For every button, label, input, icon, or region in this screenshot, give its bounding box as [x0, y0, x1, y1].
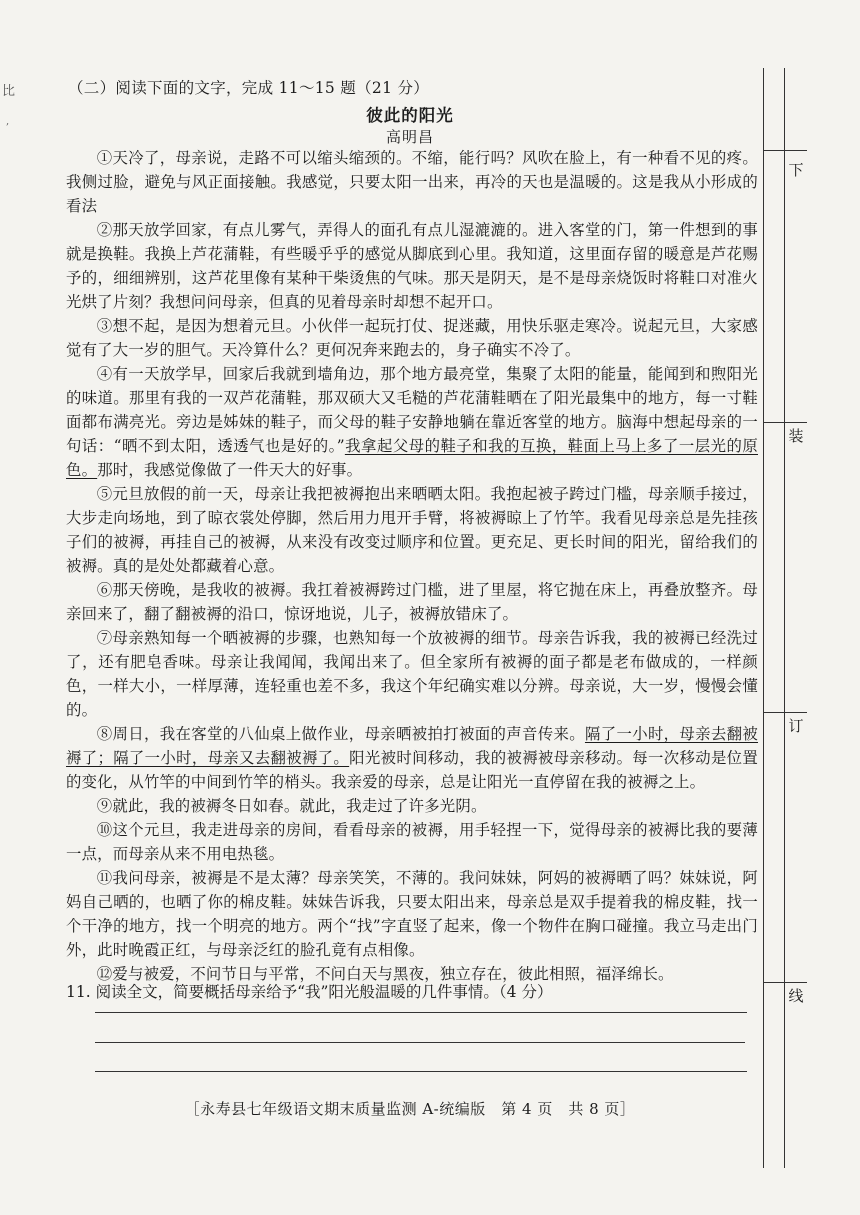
- paragraph-10: [66, 818, 758, 866]
- paragraph-text: ①天冷了，母亲说，走路不可以缩头缩颈的。不缩，能行吗？风吹在脸上，有一种看不见的疼。我侧过脸，避免与风正面接触。我感觉，只要太阳一出来，再冷的天也是温暖的。这是我从小形成的看法: [66, 149, 758, 215]
- paragraph-text: 阳光被时间移动，我的被褥被母亲移动。每一次移动是位置的变化，从竹竿的中间到竹竿的梢头。我亲爱的母亲，总是让阳光一直停留在我的被褥之上。: [66, 749, 759, 791]
- paragraph-text: ⑨就此，我的被褥冬日如春。就此，我走过了许多光阴。: [96, 797, 487, 815]
- paragraph-text: ⑦母亲熟知每一个晒被褥的步骤，也熟知每一个放被褥的细节。母亲告诉我，我的被褥已经洗过了，还有肥皂香味。母亲让我闻闻，我闻出来了。但全家所有被褥的面子都是老布做成的，一样颜色，一样大小，一样厚薄，连轻重也差不多，我这个年纪确实难以分辨。母亲说，大一岁，慢慢会懂的。: [66, 629, 758, 719]
- binding-char-xian: 线: [786, 986, 806, 1006]
- answer-line-1[interactable]: [95, 1012, 747, 1013]
- article-title: 彼此的阳光: [366, 106, 454, 125]
- paragraph-9: [66, 794, 758, 818]
- paragraph-text: ⑤元旦放假的前一天，母亲让我把被褥抱出来晒晒太阳。我抱起被子跨过门槛，母亲顺手接过，大步走向场地，到了晾衣裳处停脚，然后用力甩开手臂，将被褥晾上了竹竿。我看见母亲总是先挂孩子们的被褥，再挂自己的被褥，从来没有改变过顺序和位置。更充足、更长时间的阳光，留给我们的被褥。真的是处处都藏着心意。: [66, 485, 758, 575]
- paragraph-5: [66, 482, 758, 578]
- paragraph-8: [66, 722, 758, 794]
- binding-line-outer: [763, 68, 764, 1168]
- binding-char-xia: 下: [786, 160, 806, 180]
- answer-line-2[interactable]: [95, 1042, 745, 1043]
- article-author: 高明昌: [385, 128, 434, 146]
- section-heading: （二）阅读下面的文字，完成 11～15 题（21 分）: [68, 79, 430, 97]
- answer-line-3[interactable]: [95, 1071, 747, 1072]
- paragraph-7: [66, 626, 758, 722]
- binding-tick: [763, 422, 807, 423]
- binding-tick: [763, 712, 807, 713]
- underlined-sentence: 我拿起父母的鞋子和我的互换，鞋面上马上多了一层光的原色。: [66, 437, 758, 479]
- binding-tick: [763, 150, 807, 151]
- paragraph-6: [66, 578, 758, 626]
- binding-line-inner: [784, 68, 785, 1168]
- binding-char-ding: 订: [786, 716, 806, 736]
- paragraph-text: ②那天放学回家，有点儿雾气，弄得人的面孔有点儿湿漉漉的。进入客堂的门，第一件想到的事就是换鞋。我换上芦花蒲鞋，有些暖乎乎的感觉从脚底到心里。我知道，这里面存留的暖意是芦花赐予的，细细辨别，这芦花里像有某种干柴烫焦的气味。那天是阴天，是不是母亲烧饭时将鞋口对准火光烘了片刻？我想问问母亲，但真的见着母亲时却想不起开口。: [66, 221, 758, 311]
- paragraph-11: [66, 866, 758, 962]
- paragraph-1: [66, 146, 758, 218]
- binding-tick: [763, 982, 807, 983]
- paragraph-3: [66, 314, 758, 362]
- edge-dot: ,: [6, 116, 10, 127]
- underlined-sentence: 隔了一小时，母亲去翻被褥了；隔了一小时，母亲又去翻被褥了。: [66, 725, 759, 767]
- paragraph-2: [66, 218, 758, 314]
- paragraph-text: ⑫爱与被爱，不问节日与平常，不问白天与黑夜，独立存在，彼此相照，福泽绵长。: [96, 965, 674, 983]
- paragraph-text: 那时，我感觉像做了一件天大的好事。: [97, 461, 363, 479]
- page-footer: ［永寿县七年级语文期末质量监测 A-统编版 第 4 页 共 8 页］: [184, 1100, 636, 1118]
- article-body: [66, 146, 758, 986]
- paragraph-text: ③想不起，是因为想着元旦。小伙伴一起玩打仗、捉迷藏，用快乐驱走寒冷。说起元旦，大家感觉有了大一岁的胆气。天冷算什么？更何况奔来跑去的，身子确实不冷了。: [66, 317, 758, 359]
- paragraph-text: ⑧周日，我在客堂的八仙桌上做作业，母亲晒被拍打被面的声音传来。: [96, 725, 585, 743]
- paragraph-text: ⑥那天傍晚，是我收的被褥。我扛着被褥跨过门槛，进了里屋，将它抛在床上，再叠放整齐。母亲回来了，翻了翻被褥的沿口，惊讶地说，儿子，被褥放错床了。: [66, 581, 758, 623]
- paragraph-text: ④有一天放学早，回家后我就到墙角边，那个地方最亮堂，集聚了太阳的能量，能闻到和煦阳光的味道。那里有我的一双芦花蒲鞋，那双硕大又毛糙的芦花蒲鞋晒在了阳光最集中的地方，每一寸鞋面都布满亮光。旁边是姊妹的鞋子，而父母的鞋子安静地躺在靠近客堂的地方。脑海中想起母亲的一句话：“晒不到太阳，透透气也是好的。”: [66, 365, 758, 455]
- question-11: 11. 阅读全文，简要概括母亲给予“我”阳光般温暖的几件事情。（4 分）: [66, 983, 553, 1001]
- paragraph-4: [66, 362, 758, 482]
- paragraph-text: ⑩这个元旦，我走进母亲的房间，看看母亲的被褥，用手轻捏一下，觉得母亲的被褥比我的要薄一点，而母亲从来不用电热毯。: [66, 821, 758, 863]
- binding-char-zhuang: 装: [786, 426, 806, 446]
- paragraph-text: ⑪我问母亲，被褥是不是太薄？母亲笑笑，不薄的。我问妹妹，阿妈的被褥晒了吗？妹妹说，阿妈自己晒的，也晒了你的棉皮鞋。妹妹告诉我，只要太阳出来，母亲总是双手提着我的棉皮鞋，找一个干净的地方，找一个明亮的地方。两个“找”字直竖了起来，像一个物件在胸口碰撞。我立马走出门外，此时晚霞正红，与母亲泛红的脸孔竟有点相像。: [66, 869, 758, 959]
- edge-mark: 比: [2, 84, 16, 99]
